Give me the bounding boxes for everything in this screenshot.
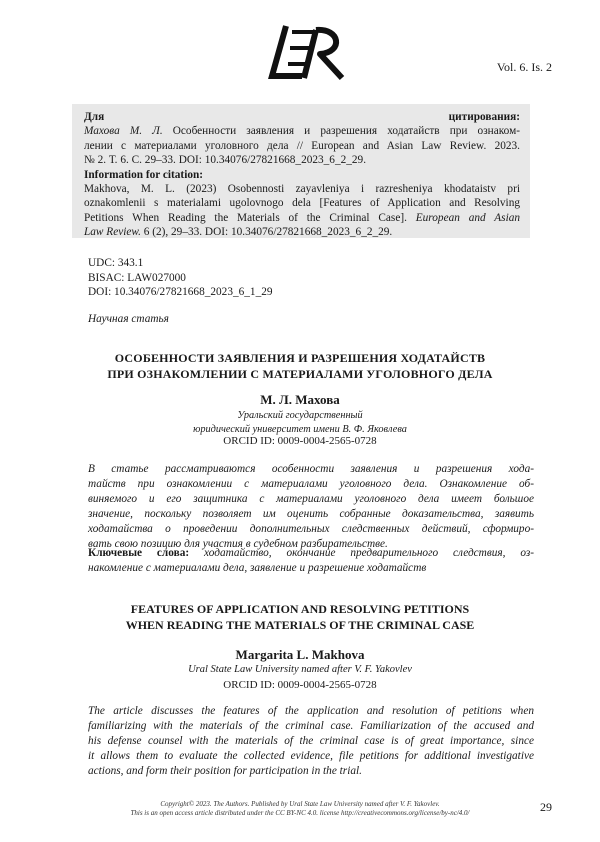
doi: DOI: 10.34076/27821668_2023_6_1_29 — [88, 285, 273, 300]
abstract-en-line: his defense counsel with the materials of the criminal case is of great importance, since — [88, 734, 534, 749]
copyright: Copyright© 2023. The Authors. Published by Ural State Law University named after V. F. Yakovlev. — [0, 800, 600, 809]
abstract-ru-line: ходатайства о проведении дополнительных следственных действий, сформиро- — [88, 522, 534, 537]
author-en: Margarita L. Makhova — [0, 647, 600, 663]
bisac: BISAC: LAW027000 — [88, 271, 273, 286]
udc: UDC: 343.1 — [88, 256, 273, 271]
footer-license — [0, 800, 600, 818]
title-ru: ОСОБЕННОСТИ ЗАЯВЛЕНИЯ И РАЗРЕШЕНИЯ ХОДАТАЙСТВ ПРИ ОЗНАКОМЛЕНИИ С МАТЕРИАЛАМИ УГОЛОВНОГО ДЕЛА — [0, 350, 600, 382]
abstract-ru — [88, 462, 534, 552]
abstract-en-line: actions, and form their position for participation in the trial. — [88, 764, 534, 779]
volume-issue: Vol. 6. Is. 2 — [497, 60, 552, 75]
keywords-line-1: Ключевые слова: ходатайство, окончание предварительного следствия, оз- — [88, 546, 534, 561]
keywords-line-2: накомление с материалами дела, заявление и разрешение ходатайств — [88, 561, 534, 576]
orcid-en: ORCID ID: 0009-0004-2565-0728 — [0, 679, 600, 691]
affiliation-en: Ural State Law University named after V. F. Yakovlev — [0, 664, 600, 675]
abstract-ru-line: тайств при ознакомлении с материалами уголовного дела. Ознакомление об- — [88, 477, 534, 492]
abstract-en-line: familiarizing with the materials of the criminal case. Familiarization of the accused and — [88, 719, 534, 734]
abstract-ru-line: вать свою позицию для участия в судебном разбирательстве. — [88, 537, 534, 552]
orcid-ru: ORCID ID: 0009-0004-2565-0728 — [0, 435, 600, 447]
citation-ru-author: Махова М. Л. — [84, 125, 163, 137]
citation-ru-line-3: № 2. Т. 6. С. 29–33. DOI: 10.34076/27821668_2023_6_2_29. — [84, 153, 520, 167]
abstract-en-line: it allows them to evaluate the collected evidence, file petitions for additional investigative — [88, 749, 534, 764]
citation-ru-line-1: Махова М. Л. Особенности заявления и разрешения ходатайств при ознаком- — [84, 124, 520, 138]
abstract-ru-line: значение, поскольку позволяет им оценить собранные доказательства, заявить — [88, 507, 534, 522]
citation-en-line-1: Makhova, M. L. (2023) Osobennosti zayavleniya i razresheniya khodataistv pri — [84, 182, 520, 196]
title-en: FEATURES OF APPLICATION AND RESOLVING PETITIONS WHEN READING THE MATERIALS OF THE CRIMINAL CASE — [0, 601, 600, 633]
abstract-en-line: The article discusses the features of the application and resolution of petitions when — [88, 704, 534, 719]
citation-en-line-3: Petitions When Reading the Materials of the Criminal Case]. European and Asian — [84, 211, 520, 225]
citation-en-line-4: Law Review. 6 (2), 29–33. DOI: 10.34076/27821668_2023_6_2_29. — [84, 225, 520, 239]
keywords-ru — [88, 546, 534, 576]
citation-ru-heading: Для цитирования: — [84, 110, 520, 124]
citation-ru-line-2: лении с материалами уголовного дела // European and Asian Law Review. 2023. — [84, 139, 520, 153]
abstract-en — [88, 704, 534, 779]
license-text: This is an open access article distributed under the CC BY-NC 4.0. license http://creativecommons.org/license/by-nc/4.0/ — [0, 809, 600, 818]
keywords-label: Ключевые слова: — [88, 547, 189, 559]
citation-en-line-2: oznakomlenii s materialami ugolovnogo dela [Features of Application and Resolving — [84, 196, 520, 210]
author-ru: М. Л. Махова — [0, 392, 600, 408]
abstract-ru-line: виняемого и его защитника с материалами уголовного дела имеет большое — [88, 492, 534, 507]
journal-logo — [258, 18, 350, 82]
citation-box — [72, 104, 530, 238]
article-type: Научная статья — [88, 313, 169, 325]
citation-en-heading: Information for citation: — [84, 168, 520, 182]
affiliation-ru: Уральский государственный юридический университет имени В. Ф. Яковлева — [0, 409, 600, 436]
article-meta — [88, 256, 273, 300]
page-number: 29 — [540, 800, 552, 815]
abstract-ru-line: В статье рассматриваются особенности заявления и разрешения хода- — [88, 462, 534, 477]
